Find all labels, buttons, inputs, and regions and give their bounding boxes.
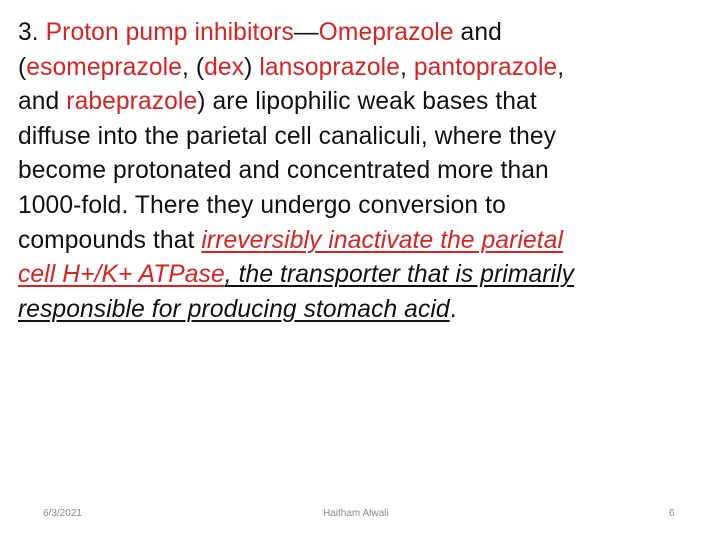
text-line-6: 1000-fold. There they undergo conversion to [18,191,506,219]
text-fragment: ) [244,53,260,81]
text-line-8 [18,258,708,293]
text-fragment: , [557,53,565,81]
drug-prefix-dex: dex [204,53,245,81]
text-fragment: ) are lipophilic weak bases that [197,88,537,116]
text-fragment: , ( [181,53,205,81]
text-line-2 [18,51,708,86]
em-dash: — [293,19,319,46]
emphasis-phrase: , the transporter that is primarily [224,261,575,289]
body-paragraph [18,16,708,327]
text-fragment: . [449,295,457,323]
emphasis-phrase: responsible for producing stomach acid [18,295,450,323]
drug-name-pantoprazole: pantoprazole [413,53,558,81]
text-fragment: , [400,53,414,81]
drug-name-lansoprazole: lansoprazole [259,53,400,81]
drug-class-name: Proton pump inhibitors [45,19,294,46]
drug-name-esomeprazole: esomeprazole [26,53,182,81]
text-line-7 [18,224,708,259]
drug-name-rabeprazole: rabeprazole [66,88,198,116]
drug-name-omeprazole: Omeprazole [318,19,454,46]
text-fragment: and [18,88,67,116]
text-line-5: become protonated and concentrated more than [18,157,549,185]
list-number: 3. [18,19,46,46]
text-line-9 [18,293,708,328]
text-line-4: diffuse into the parietal cell canaliculi, where they [18,122,557,150]
emphasis-red-phrase: irreversibly inactivate the parietal [201,226,564,254]
text-line-1 [18,16,708,51]
text-fragment: and [453,19,502,46]
emphasis-red-phrase: cell H+/K+ ATPase [18,261,225,289]
footer-author: Haitham Alwali [323,508,389,519]
text-fragment: compounds that [18,226,202,254]
page-number: 6 [669,508,675,519]
text-line-3 [18,85,708,120]
text-fragment: ( [18,53,27,81]
footer-date: 6/3/2021 [43,508,82,519]
